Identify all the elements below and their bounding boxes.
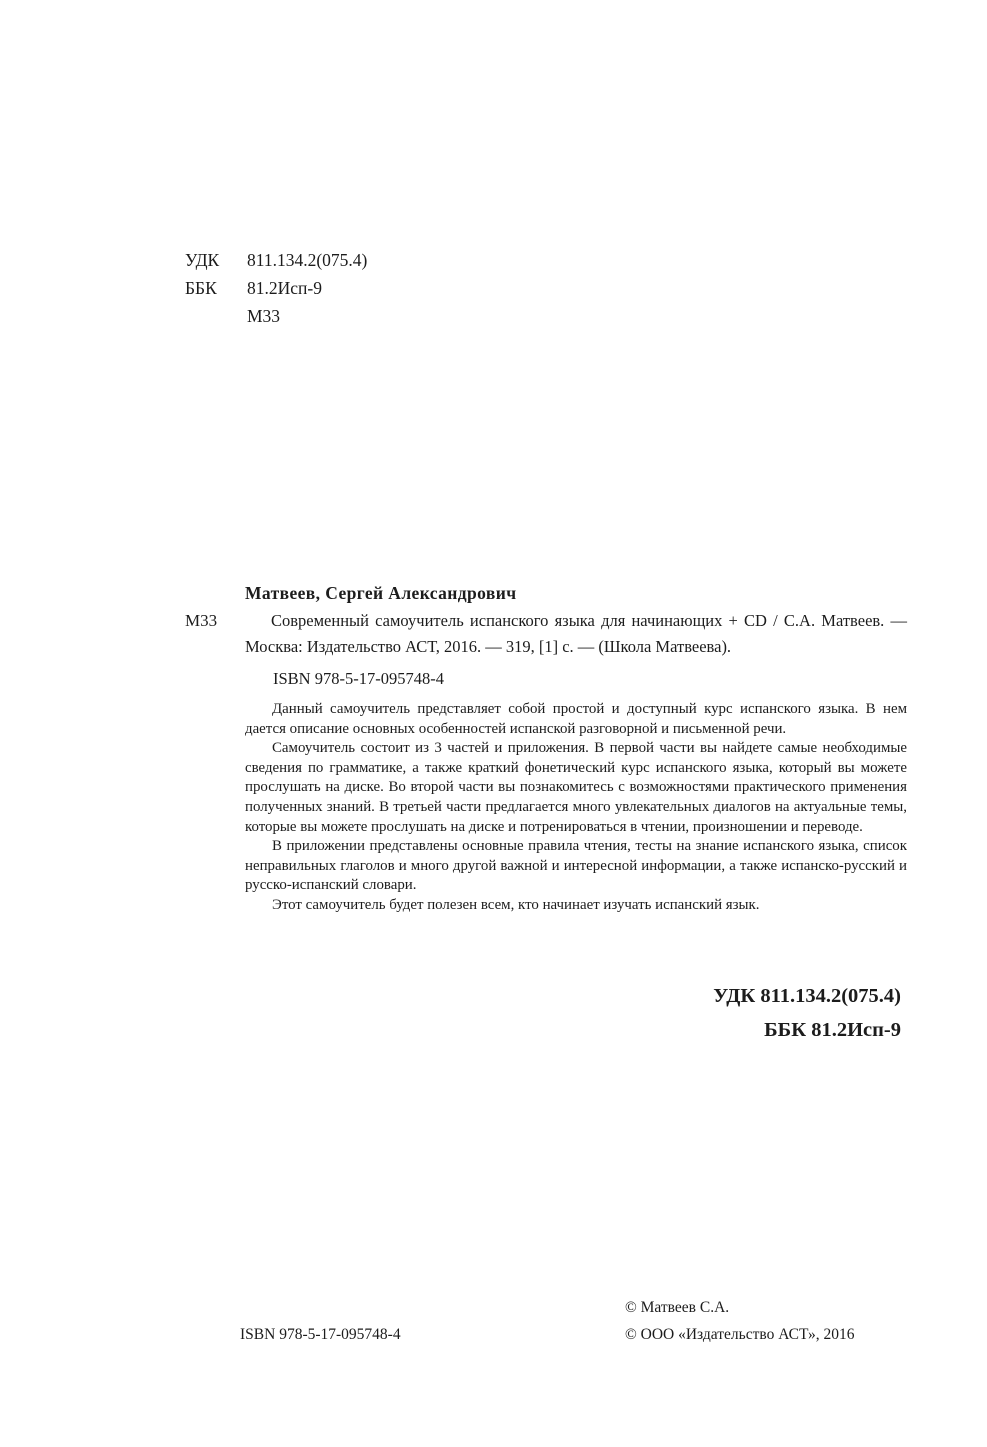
author-sign-row [185, 302, 367, 330]
author-heading: Матвеев, Сергей Александрович [245, 583, 517, 603]
udk-row [185, 246, 367, 274]
author-sign-spacer [185, 302, 247, 330]
annotation-paragraph: Этот самоучитель будет полезен всем, кто начинает изучать испанский язык. [272, 896, 760, 913]
bbk-value: 81.2Исп-9 [247, 278, 322, 298]
annotation-block [245, 700, 907, 916]
copyright-publisher: © ООО «Издательство АСТ», 2016 [625, 1326, 855, 1343]
bbk-row [185, 274, 367, 302]
bbk-footer: ББК 81.2Исп-9 [764, 1019, 901, 1041]
isbn-line: ISBN 978-5-17-095748-4 [273, 669, 444, 688]
footer-isbn: ISBN 978-5-17-095748-4 [240, 1326, 401, 1343]
udk-value: 811.134.2(075.4) [247, 250, 368, 270]
udk-label: УДК [185, 250, 220, 270]
bibliographic-description [185, 608, 907, 660]
bbk-label: ББК [185, 278, 217, 298]
author-sign-gutter: М33 [185, 611, 218, 630]
classification-block [185, 246, 367, 330]
annotation-paragraph: Данный самоучитель представляет собой простой и доступный курс испанского языка. В нем дается описание основных особенностей испанской разговорной и письменной речи. [245, 701, 907, 737]
author-sign: М33 [247, 306, 281, 326]
annotation-paragraph: В приложении представлены основные правила чтения, тесты на знание испанского языка, список неправильных глаголов и много другой важной и интересной информации, а также испанско-русский и русско-испанский словари. [245, 838, 907, 894]
bibliographic-text: Современный самоучитель испанского языка для начинающих + CD / С.А. Матвеев. — Москва: Издательство АСТ, 2016. — 319, [1] с. — (Школа Матвеева). [245, 611, 907, 656]
catalog-card [185, 583, 907, 916]
classification-footer [713, 979, 901, 1047]
udk-footer: УДК 811.134.2(075.4) [713, 985, 901, 1007]
annotation-paragraph: Самоучитель состоит из 3 частей и приложения. В первой части вы найдете самые необходимые сведения по грамматике, а также краткий фонетический курс испанского языка, который вы можете прослушать на диске. Во второй части вы познакомитесь с возможностями практического применения полученных знаний. В третьей части предлагается много увлекательных диалогов на актуальные темы, которые вы можете прослушать на диске и потренироваться в чтении, произношении и переводе. [245, 740, 907, 835]
copyright-author: © Матвеев С.А. [625, 1299, 730, 1316]
